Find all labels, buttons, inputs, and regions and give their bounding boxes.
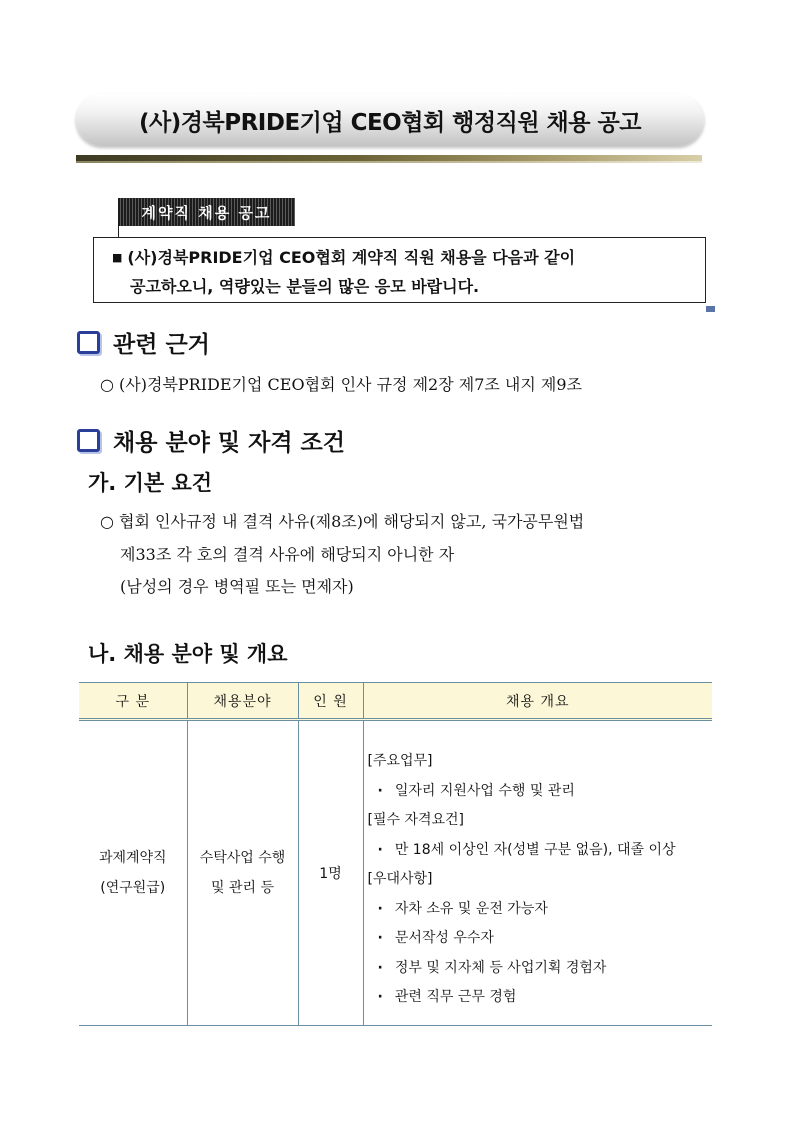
corner-marker [706, 306, 715, 312]
overview-section-label: [주요업무] [367, 753, 433, 769]
field-line-1: 수탁사업 수행 [199, 850, 286, 866]
basis-text: ○ (사)경북PRIDE기업 CEO협회 인사 규정 제2장 제7조 내지 제9조 [100, 375, 583, 394]
contract-label: 계약직 채용 공고 [118, 198, 295, 226]
notice-line-1: (사)경북PRIDE기업 CEO협회 계약직 직원 채용을 다음과 같이 [127, 248, 576, 267]
requirement-line-2: 제33조 각 호의 결격 사유에 해당되지 아니한 자 [120, 545, 455, 564]
decorative-divider-shadow [76, 161, 702, 163]
square-bullet-icon: ■ [112, 251, 123, 264]
subheading-basic-requirements: 가. 기본 요건 [88, 471, 213, 495]
notice-text [112, 243, 575, 301]
table-row [79, 720, 712, 1026]
notice-line-2: 공고하오니, 역량있는 분들의 많은 응모 바랍니다. [130, 277, 480, 296]
overview-details [368, 747, 713, 1013]
category-line-2: (연구원급) [100, 880, 166, 896]
recruitment-table [79, 682, 712, 1026]
page-title: (사)경북PRIDE기업 CEO협회 행정직원 채용 공고 [139, 109, 641, 136]
section-related-basis [77, 326, 210, 359]
overview-bullet-item: · 만 18세 이상인 자(성별 구분 없음), 대졸 이상 [368, 836, 713, 866]
checkbox-icon [77, 429, 100, 452]
overview-bullet-item: · 문서작성 우수자 [368, 924, 713, 954]
overview-section-label: [우대사항] [367, 871, 433, 887]
requirement-line-3: (남성의 경우 병역필 또는 면제자) [120, 577, 354, 596]
category-line-1: 과제계약직 [98, 850, 167, 866]
cell-category [79, 720, 187, 1026]
overview-section-label: [필수 자격요건] [367, 812, 465, 828]
section-heading: 채용 분야 및 자격 조건 [113, 430, 345, 456]
section-heading: 관련 근거 [113, 332, 210, 358]
subheading-recruitment-overview: 나. 채용 분야 및 개요 [88, 642, 288, 666]
overview-bullet-item: · 관련 직무 근무 경험 [368, 983, 713, 1013]
field-line-2: 및 관리 등 [211, 880, 274, 896]
overview-bullet-item: · 자차 소유 및 운전 가능자 [368, 895, 713, 925]
cell-count: 1명 [298, 720, 363, 1026]
overview-bullet-item: · 일자리 지원사업 수행 및 관리 [368, 777, 713, 807]
table-header-row [79, 683, 712, 720]
checkbox-icon [77, 331, 100, 354]
cell-field [187, 720, 298, 1026]
header-count: 인 원 [298, 683, 363, 720]
section-recruitment [77, 424, 345, 457]
overview-bullet-item: · 정부 및 지자체 등 사업기획 경험자 [368, 954, 713, 984]
title-banner [76, 94, 704, 146]
header-field: 채용분야 [187, 683, 298, 720]
notice-box [93, 237, 706, 303]
header-category: 구 분 [79, 683, 187, 720]
header-overview: 채용 개요 [363, 683, 712, 720]
cell-overview [363, 720, 712, 1026]
requirement-line-1: ○ 협회 인사규정 내 결격 사유(제8조)에 해당되지 않고, 국가공무원법 [100, 512, 585, 531]
